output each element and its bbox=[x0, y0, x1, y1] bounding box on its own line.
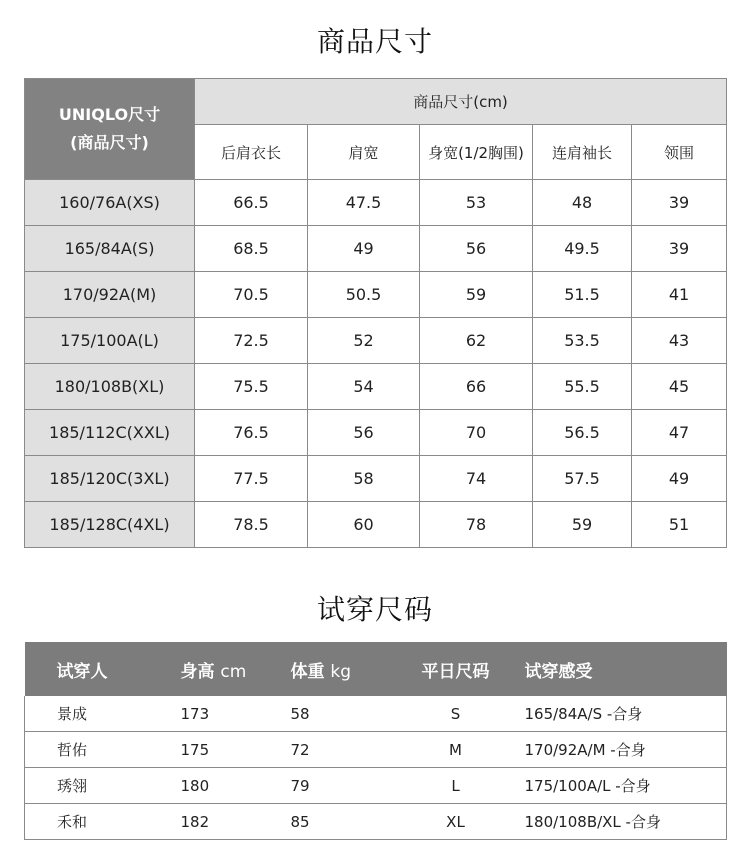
measurement-cell: 39 bbox=[632, 226, 727, 272]
tryon-person-cell: 禾和 bbox=[25, 804, 153, 840]
measurement-cell: 58 bbox=[308, 456, 420, 502]
size-row bbox=[25, 318, 727, 364]
tryon-header-height bbox=[153, 642, 265, 696]
measurement-cell: 70 bbox=[420, 410, 533, 456]
column-header: 后肩衣长 bbox=[195, 125, 308, 180]
tryon-row bbox=[25, 696, 727, 732]
size-chart-title: 商品尺寸 bbox=[316, 25, 433, 58]
tryon-header-weight-unit: kg bbox=[330, 661, 352, 682]
measurement-cell: 47.5 bbox=[308, 180, 420, 226]
column-header: 领围 bbox=[632, 125, 727, 180]
size-label-cell: 185/120C(3XL) bbox=[25, 456, 195, 502]
tryon-size-cell: L bbox=[387, 768, 525, 804]
measurement-cell: 45 bbox=[632, 364, 727, 410]
tryon-height-cell: 175 bbox=[153, 732, 265, 768]
size-row bbox=[25, 456, 727, 502]
measurement-cell: 70.5 bbox=[195, 272, 308, 318]
measurement-cell: 51 bbox=[632, 502, 727, 548]
tryon-feel-cell: 180/108B/XL -合身 bbox=[525, 804, 727, 840]
tryon-feel-cell: 175/100A/L -合身 bbox=[525, 768, 727, 804]
size-label-cell: 175/100A(L) bbox=[25, 318, 195, 364]
measurement-cell: 76.5 bbox=[195, 410, 308, 456]
size-label-cell: 185/112C(XXL) bbox=[25, 410, 195, 456]
size-row bbox=[25, 502, 727, 548]
tryon-weight-cell: 72 bbox=[265, 732, 387, 768]
tryon-person-cell: 哲佑 bbox=[25, 732, 153, 768]
tryon-title: 试穿尺码 bbox=[316, 593, 433, 626]
measurement-cell: 49 bbox=[632, 456, 727, 502]
brand-size-sublabel: (商品尺寸) bbox=[70, 133, 149, 152]
measurement-cell: 51.5 bbox=[533, 272, 632, 318]
size-chart-table bbox=[24, 78, 727, 548]
measurement-cell: 60 bbox=[308, 502, 420, 548]
measurement-cell: 68.5 bbox=[195, 226, 308, 272]
tryon-size-cell: XL bbox=[387, 804, 525, 840]
tryon-row bbox=[25, 804, 727, 840]
measurement-cell: 59 bbox=[533, 502, 632, 548]
tryon-header-height-unit: cm bbox=[220, 661, 247, 682]
size-label-cell: 185/128C(4XL) bbox=[25, 502, 195, 548]
measurement-cell: 47 bbox=[632, 410, 727, 456]
tryon-person-cell: 景成 bbox=[25, 696, 153, 732]
tryon-feel-cell: 165/84A/S -合身 bbox=[525, 696, 727, 732]
size-label-cell: 160/76A(XS) bbox=[25, 180, 195, 226]
tryon-header-height-label: 身高 bbox=[180, 661, 215, 682]
size-label-cell: 180/108B(XL) bbox=[25, 364, 195, 410]
measurement-cell: 59 bbox=[420, 272, 533, 318]
measurement-cell: 39 bbox=[632, 180, 727, 226]
measurement-cell: 54 bbox=[308, 364, 420, 410]
measurement-cell: 56 bbox=[308, 410, 420, 456]
tryon-header-feel: 试穿感受 bbox=[525, 642, 727, 696]
measurement-cell: 49 bbox=[308, 226, 420, 272]
measurement-cell: 56 bbox=[420, 226, 533, 272]
tryon-size-cell: M bbox=[387, 732, 525, 768]
measurement-cell: 74 bbox=[420, 456, 533, 502]
measurement-cell: 52 bbox=[308, 318, 420, 364]
measurement-cell: 41 bbox=[632, 272, 727, 318]
brand-size-header bbox=[25, 79, 195, 180]
measurement-cell: 57.5 bbox=[533, 456, 632, 502]
measurement-cell: 43 bbox=[632, 318, 727, 364]
measurement-cell: 66 bbox=[420, 364, 533, 410]
tryon-height-cell: 180 bbox=[153, 768, 265, 804]
measurement-cell: 77.5 bbox=[195, 456, 308, 502]
tryon-row bbox=[25, 768, 727, 804]
measurement-cell: 78.5 bbox=[195, 502, 308, 548]
column-header: 肩宽 bbox=[308, 125, 420, 180]
measurement-cell: 75.5 bbox=[195, 364, 308, 410]
tryon-person-cell: 琇翎 bbox=[25, 768, 153, 804]
measurement-cell: 55.5 bbox=[533, 364, 632, 410]
measurement-cell: 49.5 bbox=[533, 226, 632, 272]
tryon-row bbox=[25, 732, 727, 768]
measurement-cell: 48 bbox=[533, 180, 632, 226]
column-header: 连肩袖长 bbox=[533, 125, 632, 180]
size-label-cell: 170/92A(M) bbox=[25, 272, 195, 318]
tryon-height-cell: 173 bbox=[153, 696, 265, 732]
tryon-weight-cell: 79 bbox=[265, 768, 387, 804]
measurement-cell: 62 bbox=[420, 318, 533, 364]
size-row bbox=[25, 410, 727, 456]
tryon-weight-cell: 85 bbox=[265, 804, 387, 840]
tryon-header-weight bbox=[265, 642, 387, 696]
size-row bbox=[25, 272, 727, 318]
measurement-cell: 78 bbox=[420, 502, 533, 548]
tryon-header-weight-label: 体重 bbox=[290, 661, 325, 682]
tryon-header-person: 试穿人 bbox=[25, 642, 153, 696]
size-row bbox=[25, 226, 727, 272]
tryon-weight-cell: 58 bbox=[265, 696, 387, 732]
size-label-cell: 165/84A(S) bbox=[25, 226, 195, 272]
measurement-cell: 66.5 bbox=[195, 180, 308, 226]
size-row bbox=[25, 364, 727, 410]
tryon-height-cell: 182 bbox=[153, 804, 265, 840]
column-header: 身宽(1/2胸围) bbox=[420, 125, 533, 180]
size-row bbox=[25, 180, 727, 226]
measurement-group-header: 商品尺寸(cm) bbox=[195, 79, 727, 125]
measurement-cell: 53 bbox=[420, 180, 533, 226]
tryon-table bbox=[24, 642, 727, 840]
brand-size-label: UNIQLO尺寸 bbox=[58, 105, 161, 124]
measurement-cell: 50.5 bbox=[308, 272, 420, 318]
measurement-cell: 53.5 bbox=[533, 318, 632, 364]
tryon-header-size: 平日尺码 bbox=[387, 642, 525, 696]
tryon-size-cell: S bbox=[387, 696, 525, 732]
measurement-cell: 56.5 bbox=[533, 410, 632, 456]
measurement-cell: 72.5 bbox=[195, 318, 308, 364]
tryon-feel-cell: 170/92A/M -合身 bbox=[525, 732, 727, 768]
